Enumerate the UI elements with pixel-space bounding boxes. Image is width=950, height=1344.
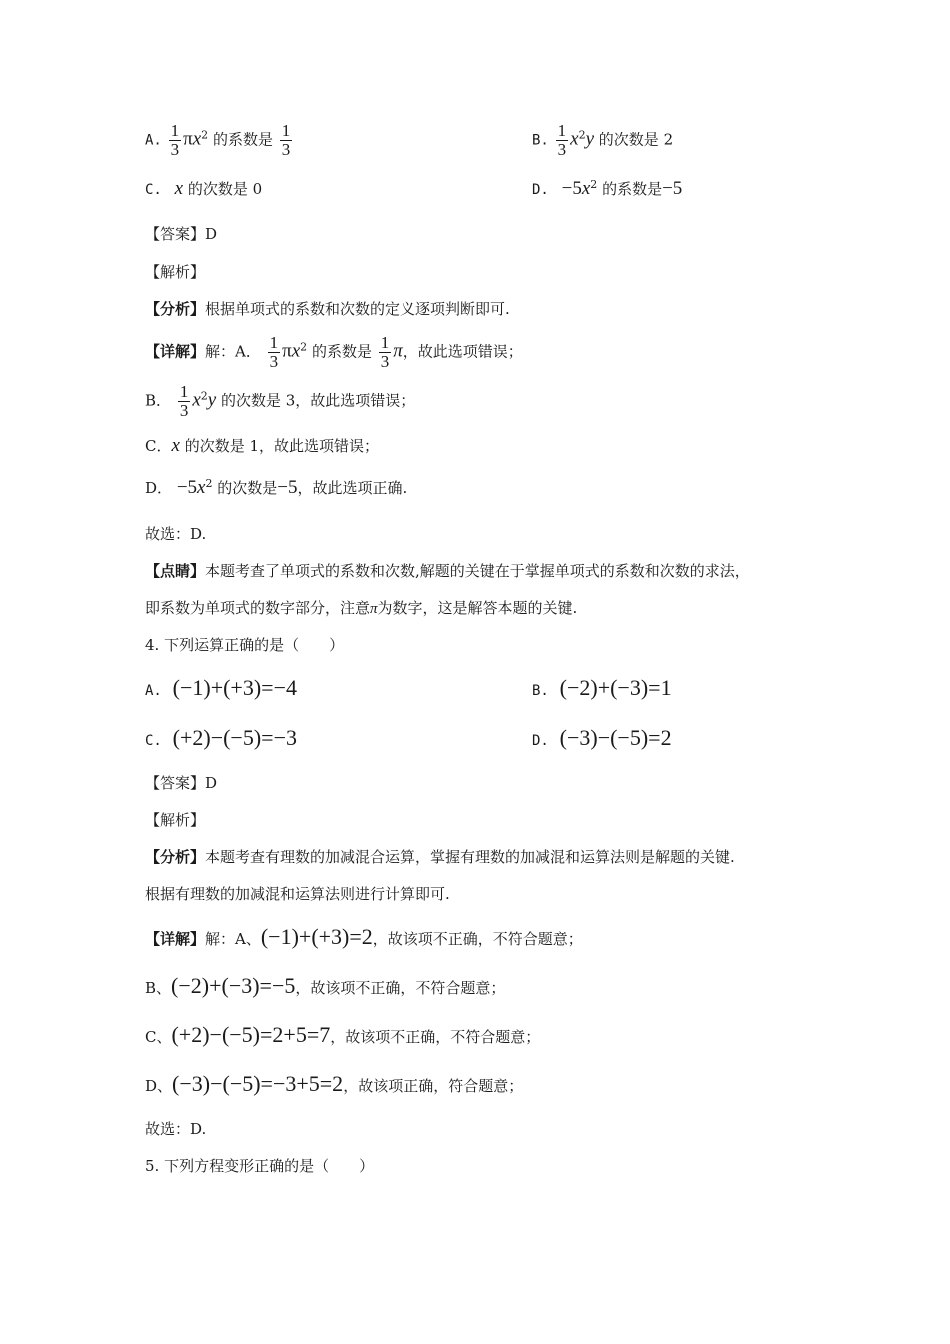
q4-option-c: C. (+2)−(−5)=−3 [145,725,297,750]
q3-xiangjie-a: 【详解】解：A． $\frac{1}{3}$ $\pi x^2$ 的系数是 $\frac{1}{3}$ π，故此选项错误； [145,333,523,371]
q4-option-d: D. (−3)−(−5)=2 [532,725,672,750]
q3-jiexi: 【解析】 [145,263,206,281]
q4-guxuan: 故选：D. [145,1120,207,1138]
q4-answer: 【答案】D [145,774,218,792]
q4-stem: 4. 下列运算正确的是（ ） [145,636,345,654]
q3-dianjing-2: 即系数为单项式的数字部分，注意π为数字，这是解答本题的关键. [145,599,578,617]
fraction: $\frac{1}{3}$ [380,333,390,371]
q3-option-a: A. $\frac{1}{3}$ $\pi x^2$ 的系数是 $\frac{1}{3}$ [145,121,291,159]
fraction: $\frac{1}{3}$ [179,382,189,420]
q3-answer: 【答案】D [145,225,218,243]
q4-option-b: B. (−2)+(−3)=1 [532,675,672,700]
fraction: $\frac{1}{3}$ [281,121,291,159]
q3-fenxi: 【分析】根据单项式的系数和次数的定义逐项判断即可. [145,300,510,318]
q3-xiangjie-b: B． $\frac{1}{3}$ $x^2y$ 的次数是 3，故此选项错误； [145,382,416,420]
q4-option-a: A. (−1)+(+3)=−4 [145,675,297,700]
fraction: $\frac{1}{3}$ [170,121,180,159]
q3-guxuan: 故选：D. [145,525,207,543]
q4-xiangjie-c: C、(+2)−(−5)=2+5=7，故该项不正确，不符合题意； [145,1022,541,1047]
q3-xiangjie-c: C．x 的次数是 1，故此选项错误； [145,435,380,456]
q4-fenxi-1: 【分析】本题考查有理数的加减混合运算，掌握有理数的加减混和运算法则是解题的关键. [145,848,735,866]
q5-stem: 5. 下列方程变形正确的是（ ） [145,1157,375,1175]
q4-jiexi: 【解析】 [145,811,206,829]
q3-option-c: C. x 的次数是 0 [145,178,263,199]
q3-xiangjie-d: D． $-5x^2$ 的次数是−5，故此选项正确. [145,477,408,498]
q4-xiangjie-b: B、(−2)+(−3)=−5，故该项不正确，不符合题意； [145,973,506,998]
q4-fenxi-2: 根据有理数的加减混和运算法则进行计算即可. [145,885,450,903]
q4-xiangjie-d: D、(−3)−(−5)=−3+5=2，故该项正确，符合题意； [145,1071,524,1096]
q3-option-b: B. $\frac{1}{3}$ $x^2y$ 的次数是 2 [532,121,674,159]
q3-option-d: D. $-5x^2$ 的系数是−5 [532,178,683,199]
fraction: $\frac{1}{3}$ [269,333,279,371]
fraction: $\frac{1}{3}$ [557,121,567,159]
q4-xiangjie-a: 【详解】解：A、(−1)+(+3)=2，故该项不正确，不符合题意； [145,924,583,949]
q3-dianjing-1: 【点睛】本题考查了单项式的系数和次数,解题的关键在于掌握单项式的系数和次数的求法， [145,562,750,580]
